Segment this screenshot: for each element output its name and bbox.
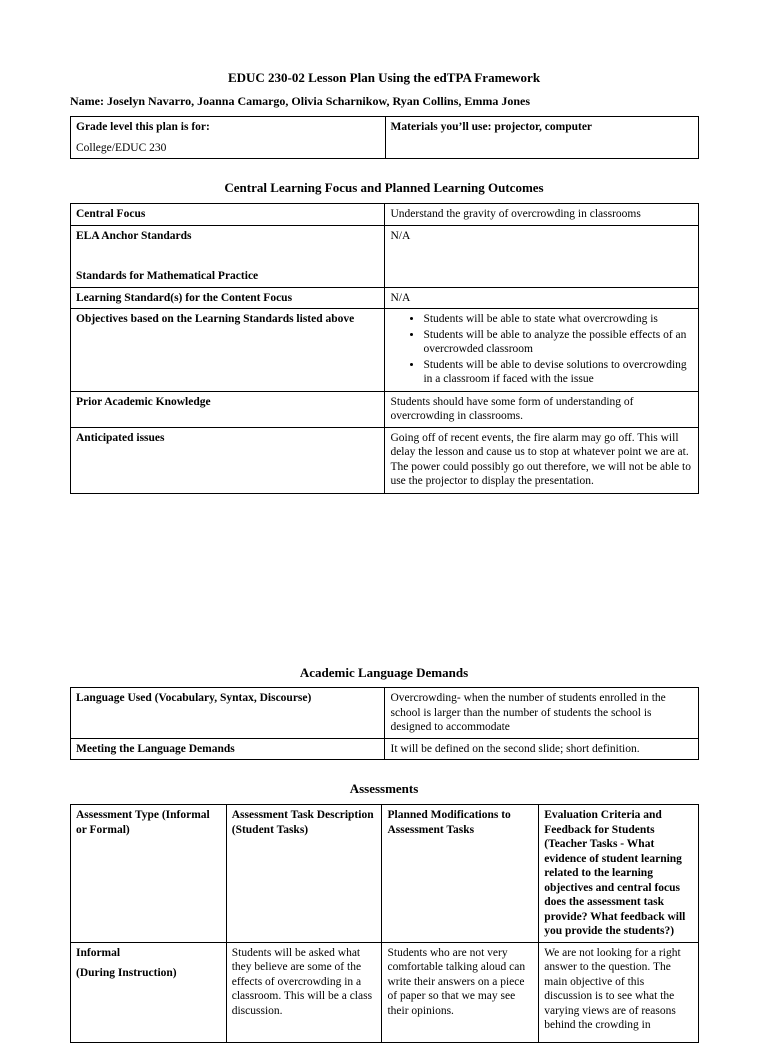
objective-item: • Students will be able to analyze the possible effects of an overcrowded classroom — [423, 328, 693, 357]
task-description-cell: Students will be asked what they believe are some of the effects of overcrowding in a classroom. This will be a class discussion. — [226, 942, 382, 1042]
grade-cell — [71, 117, 386, 159]
assessment-timing: (During Instruction) — [76, 967, 177, 979]
language-used-label: Language Used (Vocabulary, Syntax, Discourse) — [71, 688, 385, 739]
central-focus-value: Understand the gravity of overcrowding in classrooms — [385, 204, 699, 226]
header-modifications: Planned Modifications to Assessment Tasks — [382, 805, 539, 943]
meeting-demands-label: Meeting the Language Demands — [71, 738, 385, 760]
prior-knowledge-label: Prior Academic Knowledge — [71, 391, 385, 427]
assessment-type-cell — [71, 942, 227, 1042]
anticipated-issues-value: Going off of recent events, the fire alarm may go off. This will delay the lesson and cause us to stop at whatever point we are at. The power could possibly go out therefore, we will not be able to use the projector to display the presentation. — [385, 427, 699, 493]
info-table — [70, 116, 699, 159]
materials-label: Materials you’ll use: projector, computer — [390, 121, 593, 133]
objectives-label: Objectives based on the Learning Standards listed above — [71, 309, 385, 392]
focus-table — [70, 203, 699, 494]
document-title: EDUC 230-02 Lesson Plan Using the edTPA Framework — [227, 70, 541, 85]
ela-label: ELA Anchor Standards — [76, 229, 192, 242]
header-assessment-type: Assessment Type (Informal or Formal) — [71, 805, 227, 943]
objective-item: • Students will be able to state what overcrowding is — [423, 312, 693, 327]
ela-value: N/A — [385, 225, 699, 287]
content-standard-label: Learning Standard(s) for the Content Focus — [71, 287, 385, 309]
prior-knowledge-value: Students should have some form of understanding of overcrowding in classrooms. — [385, 391, 699, 427]
evaluation-cell: We are not looking for a right answer to the question. The main objective of this discussion is to see what the varying views are of reasons behind the crowding in — [539, 942, 699, 1042]
language-table — [70, 687, 699, 760]
math-practice-label: Standards for Mathematical Practice — [76, 270, 259, 282]
section-title-assessments: Assessments — [349, 781, 419, 796]
header-evaluation-criteria: Evaluation Criteria and Feedback for Students (Teacher Tasks - What evidence of student learning related to the learning objectives and central focus does the assessment task provide? What feedback will you provide the students?) — [539, 805, 699, 943]
meeting-demands-value: It will be defined on the second slide; short definition. — [385, 738, 699, 760]
standards-cell — [71, 225, 385, 287]
anticipated-issues-label: Anticipated issues — [71, 427, 385, 493]
objectives-cell — [385, 309, 699, 392]
objective-item: • Students will be able to devise solutions to overcrowding in a classroom if faced with the issue — [423, 358, 693, 387]
materials-cell — [385, 117, 698, 159]
grade-value: College/EDUC 230 — [76, 141, 167, 154]
assessment-type: Informal — [76, 946, 121, 959]
content-standard-value: N/A — [385, 287, 699, 309]
grade-label: Grade level this plan is for: — [76, 121, 210, 133]
section-title-language: Academic Language Demands — [299, 665, 469, 680]
language-used-value: Overcrowding- when the number of students enrolled in the school is larger than the number of students the school is designed to accommodate — [385, 688, 699, 739]
assessments-table — [70, 804, 699, 1043]
names-line: Name: Joselyn Navarro, Joanna Camargo, Olivia Scharnikow, Ryan Collins, Emma Jones — [70, 94, 531, 108]
header-task-description: Assessment Task Description (Student Tasks) — [226, 805, 382, 943]
modifications-cell: Students who are not very comfortable talking aloud can write their answers on a piece of paper so that we may see their opinions. — [382, 942, 539, 1042]
section-title-focus: Central Learning Focus and Planned Learning Outcomes — [224, 180, 544, 195]
central-focus-label: Central Focus — [71, 204, 385, 226]
objectives-list — [390, 312, 693, 387]
